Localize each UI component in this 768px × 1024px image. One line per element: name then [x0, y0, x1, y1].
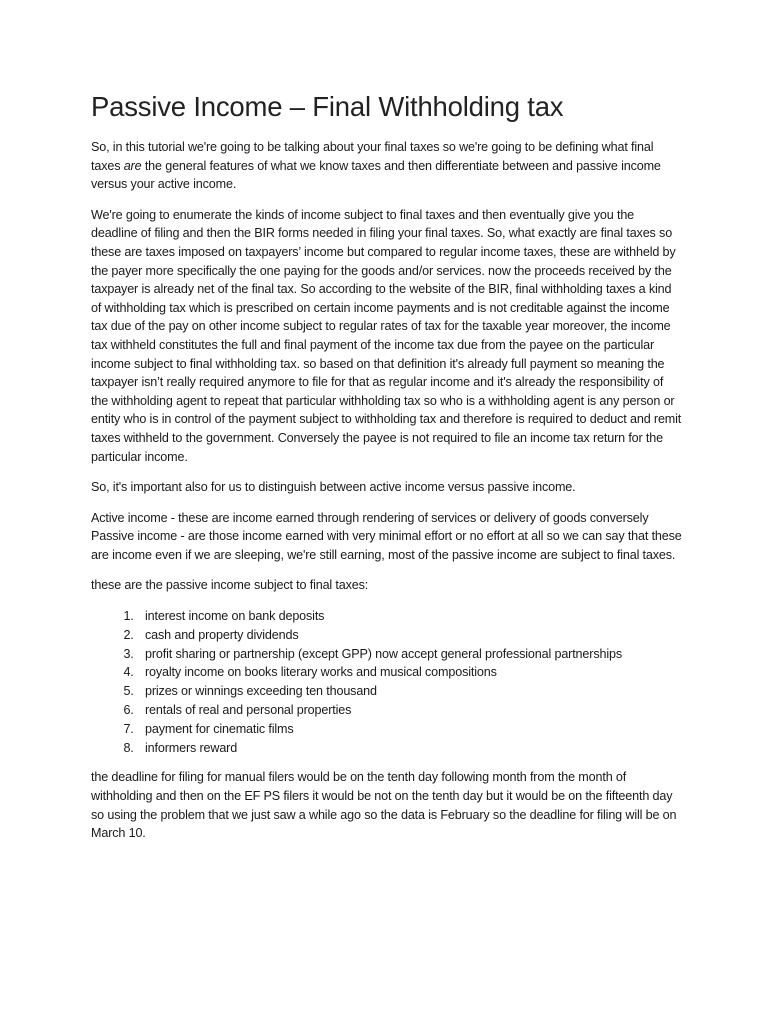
final-taxes-paragraph: We're going to enumerate the kinds of income subject to final taxes and then eventually give you the deadline of filing and then the BIR forms needed in filing your final taxes. So, what exactly are final taxes so these are taxes imposed on taxpayers’ income but compared to regular income taxes, these are withheld by the payer more specifically the one paying for the goods and/or services. now the proceeds received by the taxpayer is already net of the final tax. So according to the website of the BIR, final withholding taxes a kind of withholding tax which is prescribed on certain income payments and is not creditable against the income tax due of the pay on other income subject to regular rates of tax for the taxable year moreover, the income tax withheld constitutes the full and final payment of the income tax due from the payee on the particular income subject to final withholding tax. so based on that definition it's already full payment so meaning the taxpayer isn’t really required anymore to file for that as regular income and it's already the responsibility of the withholding agent to repeat that particular withholding tax so who is a withholding agent is any person or entity who is in control of the payment subject to withholding tax and therefore is required to deduct and remit taxes withheld to the government. Conversely the payee is not required to file an income tax return for the particular income.	[91, 207, 682, 464]
intro-text-start: So, in this tutorial we're going to be talking about your final taxes so we're going to be defining what final taxes	[91, 140, 654, 173]
intro-paragraph	[91, 138, 682, 194]
list-item: 4. royalty income on books literary works and musical compositions	[137, 663, 682, 682]
deadline-paragraph: the deadline for filing for manual filers would be on the tenth day following month from the month of withholding and then on the EF PS filers it would be not on the tenth day but it would be on the fifteenth day so using the problem that we just saw a while ago so the data is February so the deadline for filing will be on March 10.	[91, 770, 677, 841]
list-intro: these are the passive income subject to final taxes:	[91, 578, 369, 593]
list-item: 5. prizes or winnings exceeding ten thousand	[137, 682, 682, 701]
document-title: Passive Income – Final Withholding tax	[91, 91, 564, 122]
list-item: 8. informers reward	[137, 739, 682, 758]
active-passive-paragraph: Active income - these are income earned through rendering of services or delivery of goods conversely Passive income - are those income earned with very minimal effort or no effort at all so we can say that these are income even if we are sleeping, we're still earning, most of the passive income are subject to final taxes.	[91, 510, 682, 562]
list-item: 1. interest income on bank deposits	[137, 607, 682, 626]
distinguish-paragraph: So, it's important also for us to distinguish between active income versus passive income.	[91, 480, 576, 495]
list-item: 3. profit sharing or partnership (except GPP) now accept general professional partnerships	[137, 645, 682, 664]
list-item: 6. rentals of real and personal properties	[137, 701, 682, 720]
intro-text-end: the general features of what we know taxes and then differentiate between and passive income versus your active income.	[91, 158, 661, 192]
passive-income-list	[91, 607, 682, 757]
list-item: 7. payment for cinematic films	[137, 720, 682, 739]
intro-emphasis: are	[123, 158, 142, 173]
list-item: 2. cash and property dividends	[137, 626, 682, 645]
